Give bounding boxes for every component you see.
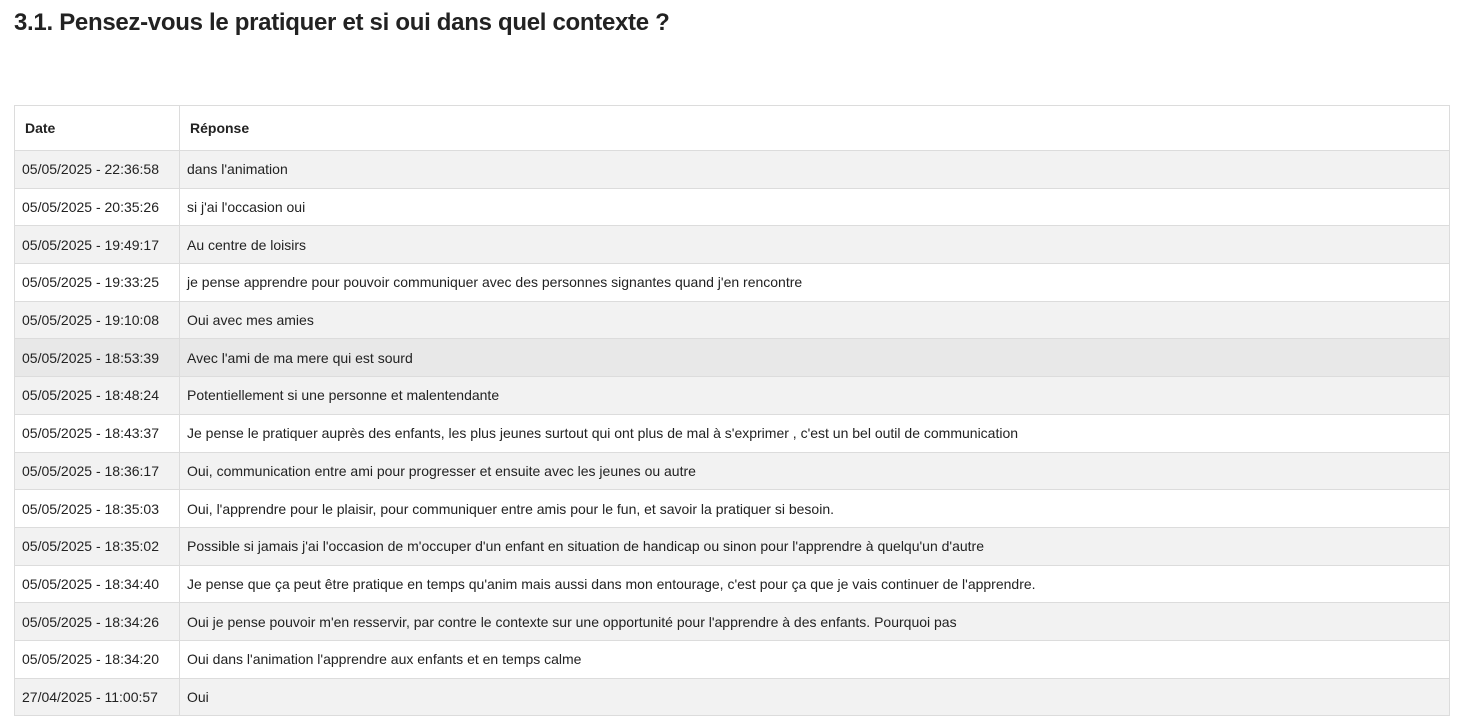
response-cell: Possible si jamais j'ai l'occasion de m'occuper d'un enfant en situation de handicap ou sinon pour l'apprendre à quelqu'un d'autre: [180, 527, 1450, 565]
table-row: [15, 490, 1450, 528]
date-cell: 05/05/2025 - 18:53:39: [15, 339, 180, 377]
date-cell: 05/05/2025 - 19:33:25: [15, 264, 180, 302]
responses-table: [14, 105, 1450, 716]
response-cell: Je pense que ça peut être pratique en temps qu'anim mais aussi dans mon entourage, c'est pour ça que je vais continuer de l'apprendre.: [180, 565, 1450, 603]
table-row: [15, 151, 1450, 189]
table-row: [15, 301, 1450, 339]
table-row: [15, 565, 1450, 603]
response-cell: Oui je pense pouvoir m'en resservir, par contre le contexte sur une opportunité pour l'apprendre à des enfants. Pourquoi pas: [180, 603, 1450, 641]
date-cell: 05/05/2025 - 18:34:40: [15, 565, 180, 603]
table-row: [15, 226, 1450, 264]
table-header-row: [15, 106, 1450, 151]
table-row: [15, 264, 1450, 302]
response-cell: Avec l'ami de ma mere qui est sourd: [180, 339, 1450, 377]
date-cell: 27/04/2025 - 11:00:57: [15, 678, 180, 716]
response-cell: si j'ai l'occasion oui: [180, 188, 1450, 226]
response-cell: Oui, communication entre ami pour progresser et ensuite avec les jeunes ou autre: [180, 452, 1450, 490]
date-cell: 05/05/2025 - 18:34:26: [15, 603, 180, 641]
page-title: 3.1. Pensez-vous le pratiquer et si oui dans quel contexte ?: [14, 9, 670, 36]
date-cell: 05/05/2025 - 18:34:20: [15, 640, 180, 678]
table-row: [15, 527, 1450, 565]
date-cell: 05/05/2025 - 18:35:03: [15, 490, 180, 528]
response-cell: je pense apprendre pour pouvoir communiquer avec des personnes signantes quand j'en rencontre: [180, 264, 1450, 302]
column-header-date[interactable]: Date: [15, 106, 180, 151]
date-cell: 05/05/2025 - 18:36:17: [15, 452, 180, 490]
response-cell: Potentiellement si une personne et malentendante: [180, 377, 1450, 415]
response-cell: Oui, l'apprendre pour le plaisir, pour communiquer entre amis pour le fun, et savoir la pratiquer si besoin.: [180, 490, 1450, 528]
date-cell: 05/05/2025 - 19:49:17: [15, 226, 180, 264]
column-header-response[interactable]: Réponse: [180, 106, 1450, 151]
response-cell: Oui: [180, 678, 1450, 716]
date-cell: 05/05/2025 - 22:36:58: [15, 151, 180, 189]
date-cell: 05/05/2025 - 19:10:08: [15, 301, 180, 339]
date-cell: 05/05/2025 - 18:48:24: [15, 377, 180, 415]
table-row: [15, 452, 1450, 490]
table-row: [15, 339, 1450, 377]
table-row: [15, 603, 1450, 641]
responses-table-container: [14, 105, 1449, 716]
date-cell: 05/05/2025 - 18:35:02: [15, 527, 180, 565]
response-cell: dans l'animation: [180, 151, 1450, 189]
response-cell: Oui dans l'animation l'apprendre aux enfants et en temps calme: [180, 640, 1450, 678]
table-row: [15, 640, 1450, 678]
response-cell: Oui avec mes amies: [180, 301, 1450, 339]
date-cell: 05/05/2025 - 18:43:37: [15, 414, 180, 452]
date-cell: 05/05/2025 - 20:35:26: [15, 188, 180, 226]
response-cell: Au centre de loisirs: [180, 226, 1450, 264]
table-row: [15, 188, 1450, 226]
table-row: [15, 414, 1450, 452]
response-cell: Je pense le pratiquer auprès des enfants, les plus jeunes surtout qui ont plus de mal à s'exprimer , c'est un bel outil de communication: [180, 414, 1450, 452]
table-row: [15, 377, 1450, 415]
table-row: [15, 678, 1450, 716]
